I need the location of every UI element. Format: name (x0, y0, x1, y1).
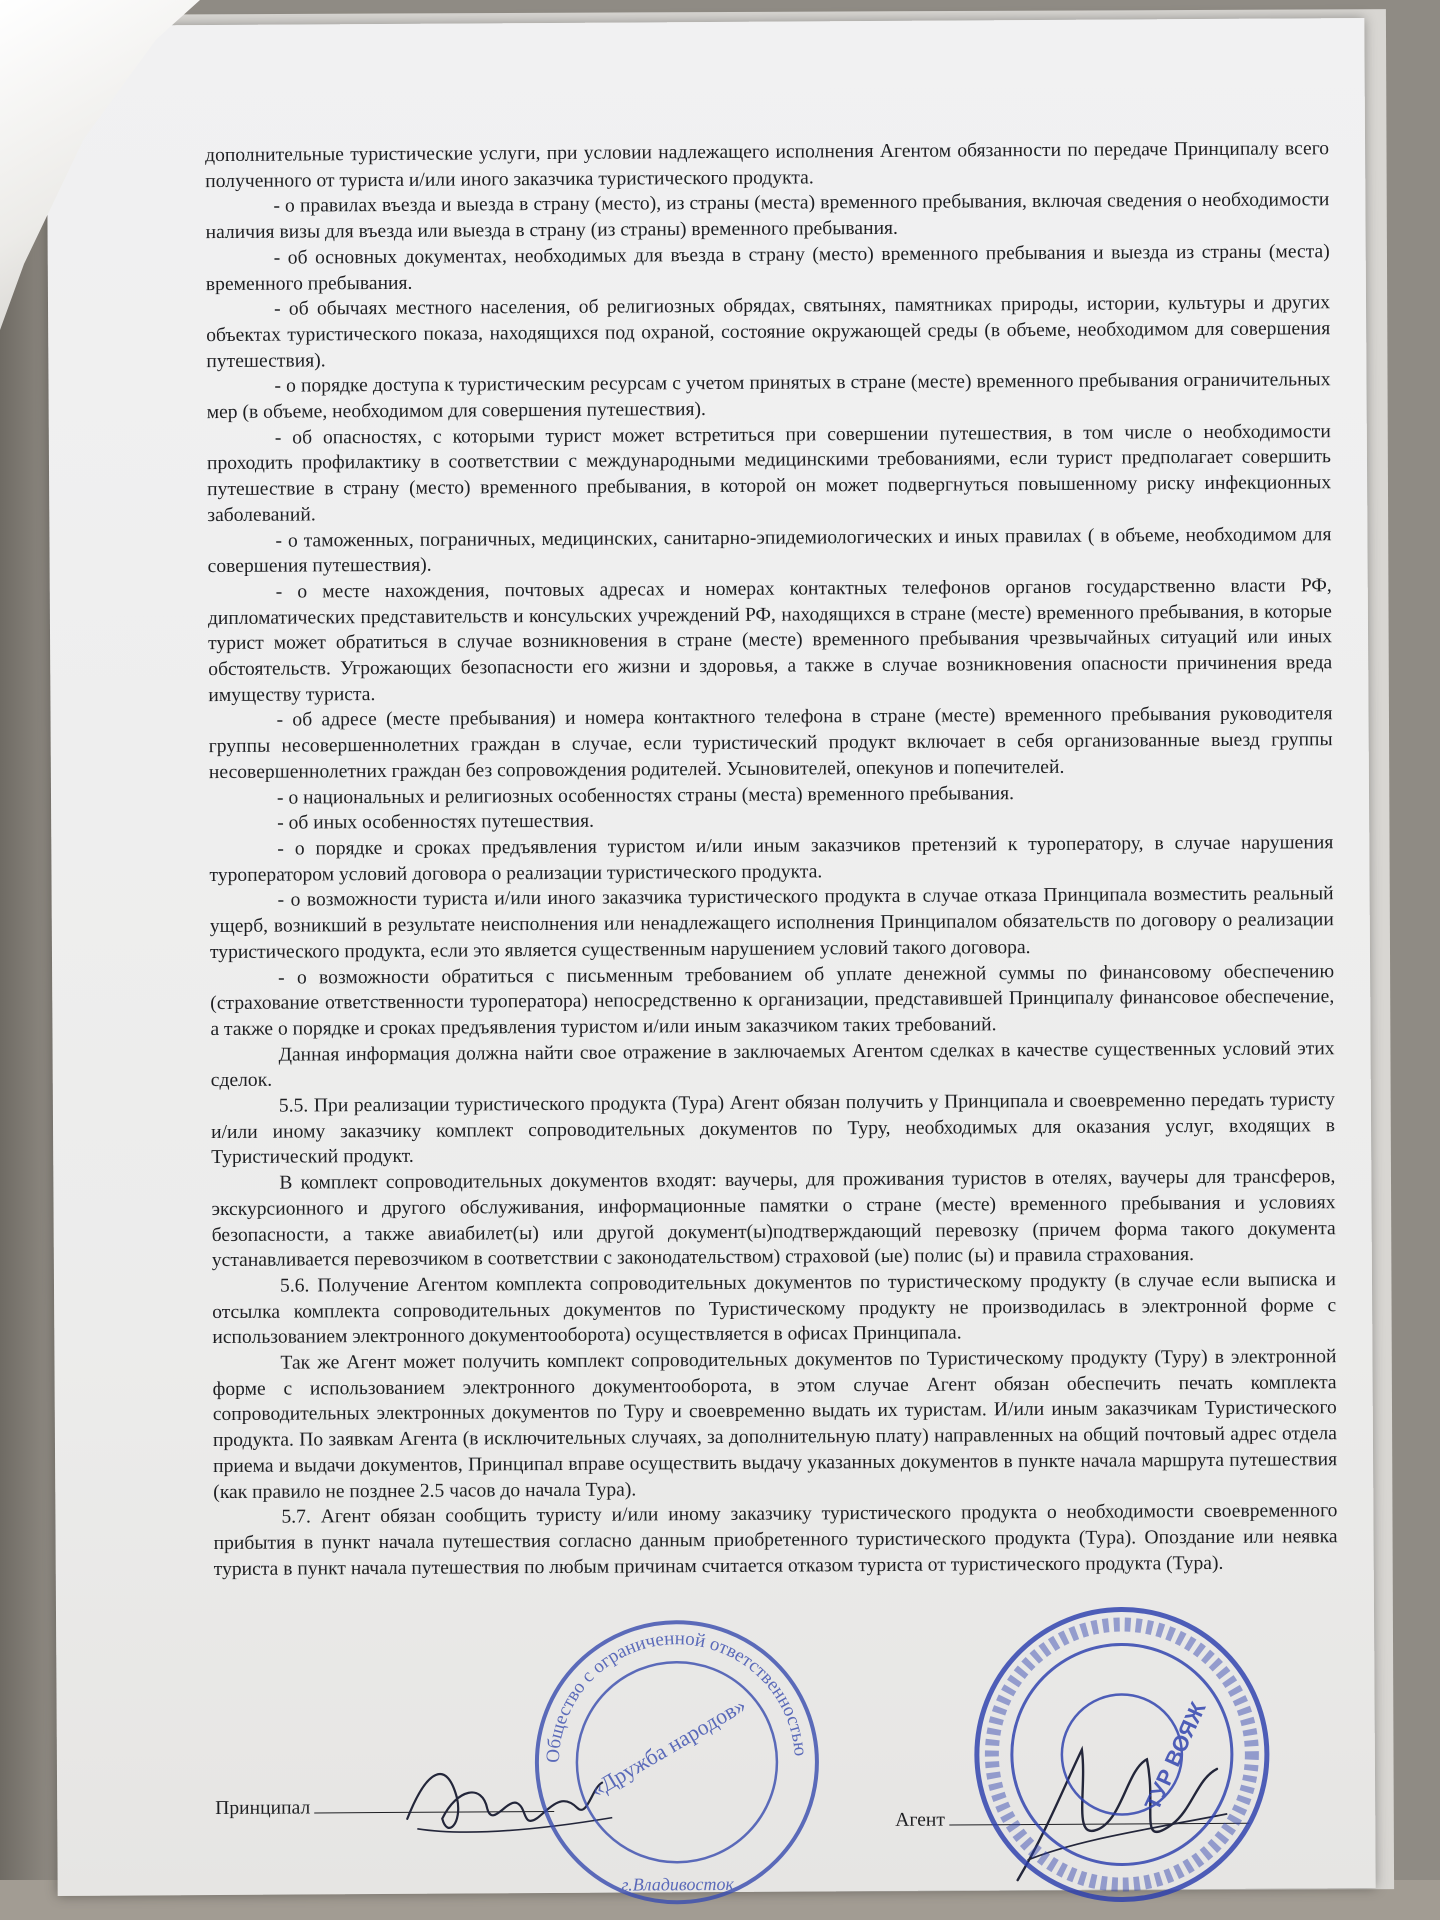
svg-text:Общество с ограниченной ответс: Общество с ограниченной ответственностью (542, 1628, 811, 1764)
paragraph: - об опасностях, с которыми турист может встретиться при совершении путешествия, в том числе о необходимости проходить профилактику в соответствии с международными медицинскими требованиями, если турист предполагает совершить путешествие в страну (место) временного пребывания, в которой он может подвергнуться повышенному риску инфекционных заболеваний. (206, 420, 1332, 526)
document-page (46, 18, 1375, 1896)
document-body (205, 136, 1338, 1582)
svg-text:г.Владивосток: г.Владивосток (621, 1873, 734, 1895)
paragraph: - об иных особенностях путешествия. (277, 810, 595, 834)
paragraph: 5.7. Агент обязан сообщить туристу и/или иному заказчику туристического продукта о необходимости своевременного прибытия в пункт начала путешествия согласно данным приобретенного туристического продукта (Тура). Опоздание или неявка туриста в пункт начала путешествия по любым причинам считается отказом туриста от туристического продукта (Тура). (213, 1500, 1338, 1580)
paragraph: - о порядке доступа к туристическим ресурсам с учетом принятых в стране (месте) временного пребывания ограничительных мер (в объеме, необходимом для совершения путешествия). (206, 369, 1331, 424)
paragraph: В комплект сопроводительных документов входят: ваучеры, для проживания туристов в отелях, ваучеры для трансферов, экскурсионного и другого обслуживания, информационные памятки о стране (месте) временного пребывания и условиях безопасности, а также авиабилет(ы) или другой документ(ы)подтверждающий перевозку (причем форма такого документа устанавливается перевозчиком в соответствии с законодательством) страховой (ые) полис (ы) и правила страхования. (211, 1166, 1336, 1272)
paragraph: - об адресе (месте пребывания) и номера контактного телефона в стране (месте) временного пребывания руководителя группы несовершеннолетних граждан в случае, если туристический продукт включает в себя организованные выезд группы несовершеннолетних граждан без сопровождения родителей. Усыновителей, опекунов и попечителей. (208, 703, 1333, 783)
agent-label: Агент (895, 1809, 946, 1831)
paragraph: Данная информация должна найти свое отражение в заключаемых Агентом сделках в качестве существенных условий этих сделок. (210, 1037, 1335, 1092)
paragraph: 5.6. Получение Агентом комплекта сопроводительных документов по туристическому продукту (в случае если выписка и отсылка комплекта сопроводительных документов по Туристическому продукту не производилась в электронной форме с использованием электронного документооборота) осуществляется в офисах Принципала. (212, 1269, 1337, 1349)
company-seal-right (966, 1599, 1278, 1911)
paragraph: - о правилах въезда и выезда в страну (место), из страны (места) временного пребывания, включая сведения о необходимости наличия визы для въезда или выезда в страну (из страны) временного пребывания. (205, 189, 1330, 244)
paragraph: дополнительные туристические услуги, при условии надлежащего исполнения Агентом обязанности по передаче Принципалу всего полученного от туриста и/или иного заказчика туристического продукта. (205, 138, 1330, 192)
paragraph: - о возможности обратиться с письменным требованием об уплате денежной суммы по финансовому обеспечению (страхование ответственности туроператора) непосредственно к организации, представившей Принципалу финансовое обеспечение, а также о порядке и сроках предъявления туристом и/или иным заказчиком таких требований. (210, 960, 1335, 1040)
principal-label: Принципал (215, 1797, 311, 1820)
paragraph: - о возможности туриста и/или иного заказчика туристического продукта в случае отказа Принципала возместить реальный ущерб, возникший в результате неисполнения или ненадлежащего исполнения Принципалом обязательств по договору о реализации туристического продукта, если это является существенным нарушением условий такого договора. (209, 883, 1334, 963)
svg-text:«Дружба народов»: «Дружба народов» (586, 1692, 751, 1803)
paragraph: - о месте нахождения, почтовых адресах и номерах контактных телефонов органов государственно власти РФ, дипломатических представительств и консульских учреждений РФ, находящихся в стране (месте) временного пребывания, в которые турист может обратиться в случае возникновения в стране (месте) временного пребывания чрезвычайных ситуаций или иных обстоятельств. Угрожающих безопасности его жизни и здоровья, а также в случае возникновения опасности причинения вреда имуществу туриста. (207, 575, 1333, 706)
paragraph: - о таможенных, пограничных, медицинских, санитарно-эпидемиологических и иных правилах ( в объеме, необходимом для совершения путешествия). (207, 523, 1332, 578)
signature-block (215, 1788, 1339, 1835)
paragraph: Так же Агент может получить комплект сопроводительных документов по Туристическому продукту (Туру) в электронной форме с использованием электронного документооборота, в этом случае Агент обязан обеспечить печать комплекта сопроводительных электронных документов по Туру и своевременно выдать их туристам. И/или иным заказчикам Туристического продукта. По заявкам Агента (в исключительных случаях, за дополнительную плату) направленных на общий почтовый адрес отдела приема и выдачи документов, Принципал вправе осуществить выдачу указанных документов в пункте начала маршрута путешествия (как правило не позднее 2.5 часов до начала Тура). (212, 1346, 1338, 1503)
svg-text:ТУР ВОЯЖ: ТУР ВОЯЖ (1139, 1698, 1211, 1814)
paragraph: - о порядке и сроках предъявления туристом и/или иным заказчиков претензий к туроператору, в случае нарушения туроператором условий договора о реализации туристического продукта. (209, 832, 1334, 886)
paragraph: - об обычаях местного населения, об религиозных обрядах, святынях, памятниках природы, истории, культуры и других объектах туристического показа, находящихся под охраной, состояние окружающей среды (в объеме, необходимом для совершения путешествия). (206, 292, 1331, 372)
signature-line (314, 1793, 554, 1813)
company-seal-left (526, 1611, 828, 1913)
agent-signature (895, 1805, 1249, 1832)
paragraph: 5.5. При реализации туристического продукта (Тура) Агент обязан получить у Принципала и своевременно передать туристу и/или иному заказчику комплект сопроводительных документов по Туру, необходимых для оказания услуг, входящих в Туристический продукт. (210, 1089, 1336, 1169)
principal-signature (215, 1793, 554, 1820)
paragraph: - об основных документах, необходимых для въезда в страну (место) временного пребывания и выезда из страны (места) временного пребывания. (205, 241, 1330, 295)
paragraph: - о национальных и религиозных особенностях страны (места) временного пребывания. (276, 782, 1015, 809)
signature-line (949, 1805, 1249, 1826)
